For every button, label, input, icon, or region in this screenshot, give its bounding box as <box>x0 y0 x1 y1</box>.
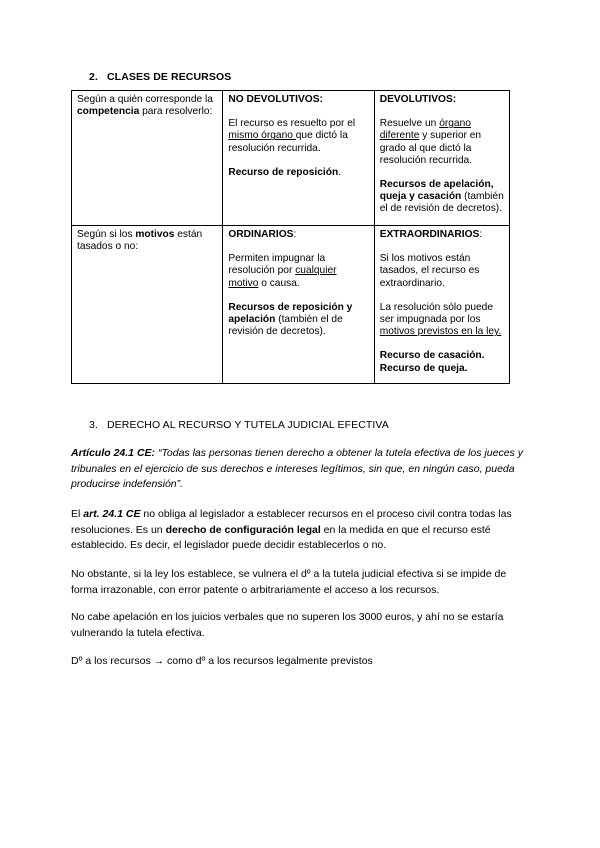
section-2-heading <box>89 71 231 83</box>
criterion-text: Según a quién corresponde la <box>77 94 213 105</box>
criterion-text: están tasados o no: <box>77 229 203 253</box>
cell-title: ORDINARIOS <box>228 229 294 240</box>
extraordinary-cell <box>374 226 509 384</box>
paragraph-bold-text: derecho de configuración legal <box>165 523 321 536</box>
section-2-number: 2. <box>89 71 98 83</box>
paragraph <box>71 507 529 554</box>
cell-text: El recurso es resuelto por el <box>228 118 356 130</box>
criterion-motives-cell <box>72 226 223 384</box>
cell-text: (también el de revisión de decretos). <box>228 314 343 338</box>
article-quote <box>71 446 529 493</box>
cell-underlined-text: motivos previstos en la ley. <box>379 326 502 338</box>
cell-bold-text: Recursos de reposición y apelación <box>228 301 353 326</box>
table-row <box>72 226 510 384</box>
criterion-keyword: motivos <box>135 229 175 240</box>
criterion-text: para resolverlo: <box>139 106 213 118</box>
criterion-text: Según si los <box>77 229 136 240</box>
cell-text: La resolución sólo puede ser impugnada por los <box>379 301 493 326</box>
cell-underlined-text: órgano diferente <box>379 118 471 142</box>
resource-classes-table <box>71 90 510 384</box>
paragraph: No obstante, si la ley los establece, se vulnera el dº a la tutela judicial efectiva si se impide de forma irrazonable, con error patente o arbitrariamente el acceso a los recursos. <box>71 568 507 596</box>
cell-text: o causa. <box>258 277 300 289</box>
criterion-competence-cell <box>72 91 223 226</box>
cell-text: : <box>293 229 297 240</box>
cell-bold-text: Recurso de queja. <box>379 362 468 374</box>
ordinary-cell <box>223 226 374 384</box>
cell-title: EXTRAORDINARIOS <box>379 229 480 240</box>
paragraph-reference: art. 24.1 CE <box>83 508 141 520</box>
paragraph-text: no obliga al legislador a establecer recursos en el proceso civil contra todas las resoluciones. Es un <box>71 508 512 536</box>
cell-underlined-text: mismo órgano <box>228 130 296 142</box>
cell-text: Permiten impugnar la resolución por <box>228 253 326 277</box>
criterion-keyword: competencia <box>77 106 140 118</box>
cell-title: DEVOLUTIVOS: <box>379 94 457 105</box>
section-2-title: CLASES DE RECURSOS <box>107 71 232 83</box>
paragraph-text: El <box>71 508 84 520</box>
cell-text: que dictó la resolución recurrida. <box>228 130 348 154</box>
paragraph: Dº a los recursos → como dº a los recursos legalmente previstos <box>71 655 373 667</box>
cell-text: . <box>338 166 342 178</box>
cell-text: : <box>479 229 483 240</box>
table-row <box>72 91 510 226</box>
cell-title: NO DEVOLUTIVOS: <box>228 94 323 105</box>
cell-bold-text: Recurso de casación. <box>379 350 485 362</box>
section-3-heading <box>89 419 389 431</box>
section-3-title: DERECHO AL RECURSO Y TUTELA JUDICIAL EFECTIVA <box>107 419 389 431</box>
cell-text: (también el de revisión de decretos). <box>379 191 504 215</box>
cell-bold-text: Recursos de apelación, queja y casación <box>379 179 494 203</box>
paragraph: No cabe apelación en los juicios verbales que no superen los 3000 euros, y ahí no se estaría vulnerando la tutela efectiva. <box>71 611 504 639</box>
article-text: “Todas las personas tienen derecho a obtener la tutela efectiva de los jueces y tribunales en el ejercicio de sus derechos e intereses legítimos, sin que, en ningún caso, pueda producirse indefensión”. <box>71 447 523 490</box>
article-label: Artículo 24.1 CE: <box>71 447 156 459</box>
cell-underlined-text: cualquier motivo <box>228 265 337 289</box>
cell-text: Resuelve un <box>379 118 440 130</box>
non-devolutive-cell <box>223 91 374 226</box>
cell-text: y superior en grado al que dictó la resolución recurrida. <box>379 130 482 166</box>
cell-bold-text: Recurso de reposición <box>228 166 339 178</box>
section-3-number: 3. <box>89 419 98 431</box>
cell-text: Si los motivos están tasados, el recurso es extraordinario. <box>379 253 480 289</box>
paragraph-text: en la medida en que el recurso esté establecido. Es decir, el legislador puede decidir establecerlos o no. <box>71 523 491 551</box>
devolutive-cell <box>374 91 509 226</box>
